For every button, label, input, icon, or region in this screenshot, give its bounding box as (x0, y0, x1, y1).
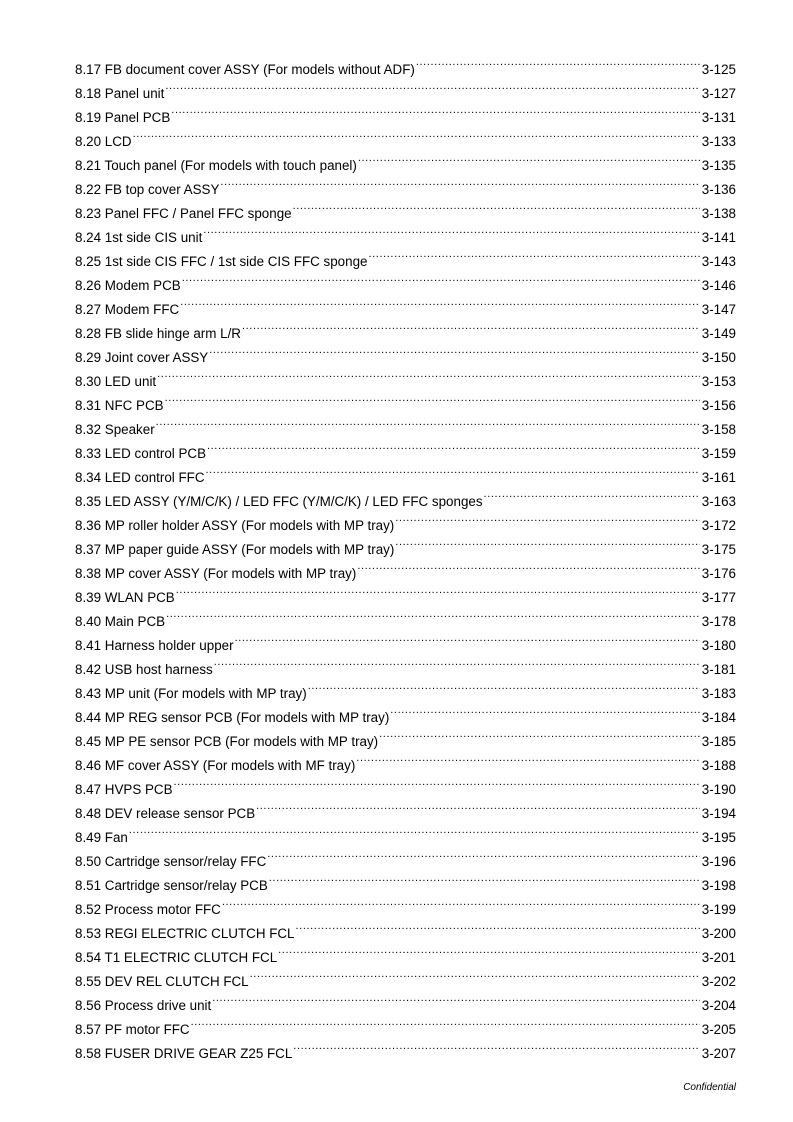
toc-entry-page: 3-195 (701, 830, 736, 845)
toc-dot-leader (182, 266, 700, 290)
toc-entry-title: 8.26 Modem PCB (75, 278, 181, 293)
toc-entry[interactable] (75, 602, 736, 629)
toc-entry-page: 3-181 (701, 662, 736, 677)
toc-entry-title: 8.37 MP paper guide ASSY (For models with MP tray) (75, 542, 395, 557)
toc-dot-leader (256, 794, 700, 818)
toc-entry-page: 3-135 (701, 158, 736, 173)
toc-entry-page: 3-198 (701, 878, 736, 893)
toc-entry-page: 3-163 (701, 494, 736, 509)
toc-entry-title: 8.18 Panel unit (75, 86, 165, 101)
toc-entry[interactable] (75, 434, 736, 461)
confidential-footer: Confidential (683, 1082, 736, 1093)
toc-entry-page: 3-177 (701, 590, 736, 605)
toc-entry[interactable] (75, 122, 736, 149)
toc-entry-title: 8.25 1st side CIS FFC / 1st side CIS FFC sponge (75, 254, 368, 269)
toc-entry-title: 8.58 FUSER DRIVE GEAR Z25 FCL (75, 1046, 293, 1061)
toc-dot-leader (176, 578, 700, 602)
toc-entry[interactable] (75, 794, 736, 821)
toc-dot-leader (207, 434, 700, 458)
toc-dot-leader (395, 530, 699, 554)
toc-entry-title: 8.33 LED control PCB (75, 446, 206, 461)
toc-entry[interactable] (75, 362, 736, 389)
toc-entry-title: 8.24 1st side CIS unit (75, 230, 203, 245)
toc-entry-title: 8.39 WLAN PCB (75, 590, 175, 605)
toc-entry-page: 3-172 (701, 518, 736, 533)
toc-dot-leader (206, 458, 700, 482)
toc-entry[interactable] (75, 818, 736, 845)
toc-entry-title: 8.19 Panel PCB (75, 110, 171, 125)
toc-dot-leader (484, 482, 700, 506)
toc-entry-title: 8.45 MP PE sensor PCB (For models with MP tray) (75, 734, 379, 749)
toc-dot-leader (269, 866, 700, 890)
toc-entry-page: 3-184 (701, 710, 736, 725)
toc-entry-title: 8.44 MP REG sensor PCB (For models with MP tray) (75, 710, 390, 725)
toc-entry-page: 3-202 (701, 974, 736, 989)
toc-entry[interactable] (75, 386, 736, 413)
toc-entry-title: 8.23 Panel FFC / Panel FFC sponge (75, 206, 292, 221)
toc-entry-page: 3-200 (701, 926, 736, 941)
toc-dot-leader (171, 98, 699, 122)
toc-entry-title: 8.41 Harness holder upper (75, 638, 234, 653)
toc-dot-leader (222, 890, 700, 914)
toc-entry-title: 8.34 LED control FFC (75, 470, 205, 485)
toc-entry-title: 8.52 Process motor FFC (75, 902, 221, 917)
toc-entry-title: 8.53 REGI ELECTRIC CLUTCH FCL (75, 926, 295, 941)
toc-dot-leader (209, 338, 700, 362)
toc-entry-page: 3-146 (701, 278, 736, 293)
toc-entry-title: 8.54 T1 ELECTRIC CLUTCH FCL (75, 950, 278, 965)
toc-entry-title: 8.35 LED ASSY (Y/M/C/K) / LED FFC (Y/M/C/K) / LED FFC sponges (75, 494, 483, 509)
toc-entry-page: 3-127 (701, 86, 736, 101)
toc-entry-page: 3-175 (701, 542, 736, 557)
toc-dot-leader (368, 242, 699, 266)
toc-dot-leader (156, 410, 700, 434)
toc-entry-title: 8.28 FB slide hinge arm L/R (75, 326, 241, 341)
toc-entry-title: 8.27 Modem FFC (75, 302, 180, 317)
toc-entry-page: 3-150 (701, 350, 736, 365)
toc-entry-page: 3-161 (701, 470, 736, 485)
table-of-contents (75, 50, 736, 1061)
toc-entry[interactable] (75, 626, 736, 653)
toc-entry-page: 3-141 (701, 230, 736, 245)
toc-dot-leader (220, 170, 699, 194)
toc-dot-leader (293, 1034, 699, 1058)
toc-dot-leader (278, 938, 700, 962)
toc-entry-title: 8.22 FB top cover ASSY (75, 182, 220, 197)
toc-entry-title: 8.50 Cartridge sensor/relay FFC (75, 854, 267, 869)
toc-entry-title: 8.48 DEV release sensor PCB (75, 806, 256, 821)
toc-entry-page: 3-138 (701, 206, 736, 221)
toc-entry[interactable] (75, 842, 736, 869)
toc-entry-title: 8.40 Main PCB (75, 614, 166, 629)
toc-entry-title: 8.36 MP roller holder ASSY (For models with MP tray) (75, 518, 395, 533)
toc-entry-page: 3-176 (701, 566, 736, 581)
toc-dot-leader (191, 1010, 700, 1034)
toc-entry-title: 8.43 MP unit (For models with MP tray) (75, 686, 307, 701)
toc-entry-page: 3-204 (701, 998, 736, 1013)
toc-entry-title: 8.29 Joint cover ASSY (75, 350, 209, 365)
toc-dot-leader (356, 746, 699, 770)
toc-entry[interactable] (75, 410, 736, 437)
toc-entry-page: 3-136 (701, 182, 736, 197)
toc-entry-title: 8.55 DEV REL CLUTCH FCL (75, 974, 249, 989)
toc-entry-page: 3-125 (701, 62, 736, 77)
toc-dot-leader (165, 386, 700, 410)
toc-dot-leader (390, 698, 699, 722)
toc-dot-leader (157, 362, 700, 386)
toc-entry-title: 8.38 MP cover ASSY (For models with MP tray) (75, 566, 357, 581)
toc-entry-title: 8.56 Process drive unit (75, 998, 212, 1013)
toc-entry-title: 8.57 PF motor FFC (75, 1022, 190, 1037)
toc-entry-title: 8.42 USB host harness (75, 662, 213, 677)
toc-dot-leader (358, 146, 700, 170)
toc-dot-leader (357, 554, 699, 578)
toc-dot-leader (166, 602, 700, 626)
toc-entry-title: 8.49 Fan (75, 830, 128, 845)
toc-dot-leader (250, 962, 700, 986)
toc-entry-title: 8.32 Speaker (75, 422, 155, 437)
toc-entry-page: 3-188 (701, 758, 736, 773)
toc-entry-page: 3-194 (701, 806, 736, 821)
toc-entry[interactable] (75, 50, 736, 77)
toc-entry-title: 8.51 Cartridge sensor/relay PCB (75, 878, 268, 893)
toc-entry-title: 8.31 NFC PCB (75, 398, 164, 413)
toc-dot-leader (379, 722, 700, 746)
toc-entry-page: 3-178 (701, 614, 736, 629)
toc-entry-page: 3-196 (701, 854, 736, 869)
toc-entry-page: 3-199 (701, 902, 736, 917)
toc-dot-leader (129, 818, 700, 842)
toc-entry-page: 3-147 (701, 302, 736, 317)
toc-dot-leader (267, 842, 699, 866)
toc-entry-page: 3-159 (701, 446, 736, 461)
toc-entry-title: 8.21 Touch panel (For models with touch panel) (75, 158, 357, 173)
toc-entry-page: 3-183 (701, 686, 736, 701)
toc-entry-title: 8.30 LED unit (75, 374, 157, 389)
toc-dot-leader (235, 626, 700, 650)
toc-entry-title: 8.46 MF cover ASSY (For models with MF tray) (75, 758, 356, 773)
toc-entry-page: 3-133 (701, 134, 736, 149)
toc-dot-leader (214, 650, 700, 674)
toc-entry-page: 3-158 (701, 422, 736, 437)
toc-dot-leader (293, 194, 700, 218)
toc-entry-title: 8.47 HVPS PCB (75, 782, 173, 797)
toc-entry[interactable] (75, 770, 736, 797)
toc-entry[interactable] (75, 98, 736, 125)
toc-entry-page: 3-190 (701, 782, 736, 797)
toc-entry-title: 8.17 FB document cover ASSY (For models without ADF) (75, 62, 415, 77)
toc-entry-page: 3-131 (701, 110, 736, 125)
toc-entry-page: 3-207 (701, 1046, 736, 1061)
toc-entry-title: 8.20 LCD (75, 134, 132, 149)
toc-entry-page: 3-201 (701, 950, 736, 965)
toc-dot-leader (242, 314, 700, 338)
toc-entry-page: 3-153 (701, 374, 736, 389)
toc-entry-page: 3-156 (701, 398, 736, 413)
toc-dot-leader (296, 914, 700, 938)
toc-entry[interactable] (75, 146, 736, 173)
toc-dot-leader (174, 770, 700, 794)
toc-dot-leader (203, 218, 699, 242)
toc-entry-page: 3-185 (701, 734, 736, 749)
toc-entry-page: 3-205 (701, 1022, 736, 1037)
toc-entry-page: 3-143 (701, 254, 736, 269)
toc-entry-page: 3-149 (701, 326, 736, 341)
toc-dot-leader (416, 50, 700, 74)
toc-dot-leader (180, 290, 700, 314)
toc-dot-leader (308, 674, 700, 698)
toc-entry[interactable] (75, 74, 736, 101)
toc-dot-leader (395, 506, 699, 530)
toc-dot-leader (165, 74, 699, 98)
toc-entry-page: 3-180 (701, 638, 736, 653)
toc-dot-leader (212, 986, 700, 1010)
toc-dot-leader (133, 122, 700, 146)
